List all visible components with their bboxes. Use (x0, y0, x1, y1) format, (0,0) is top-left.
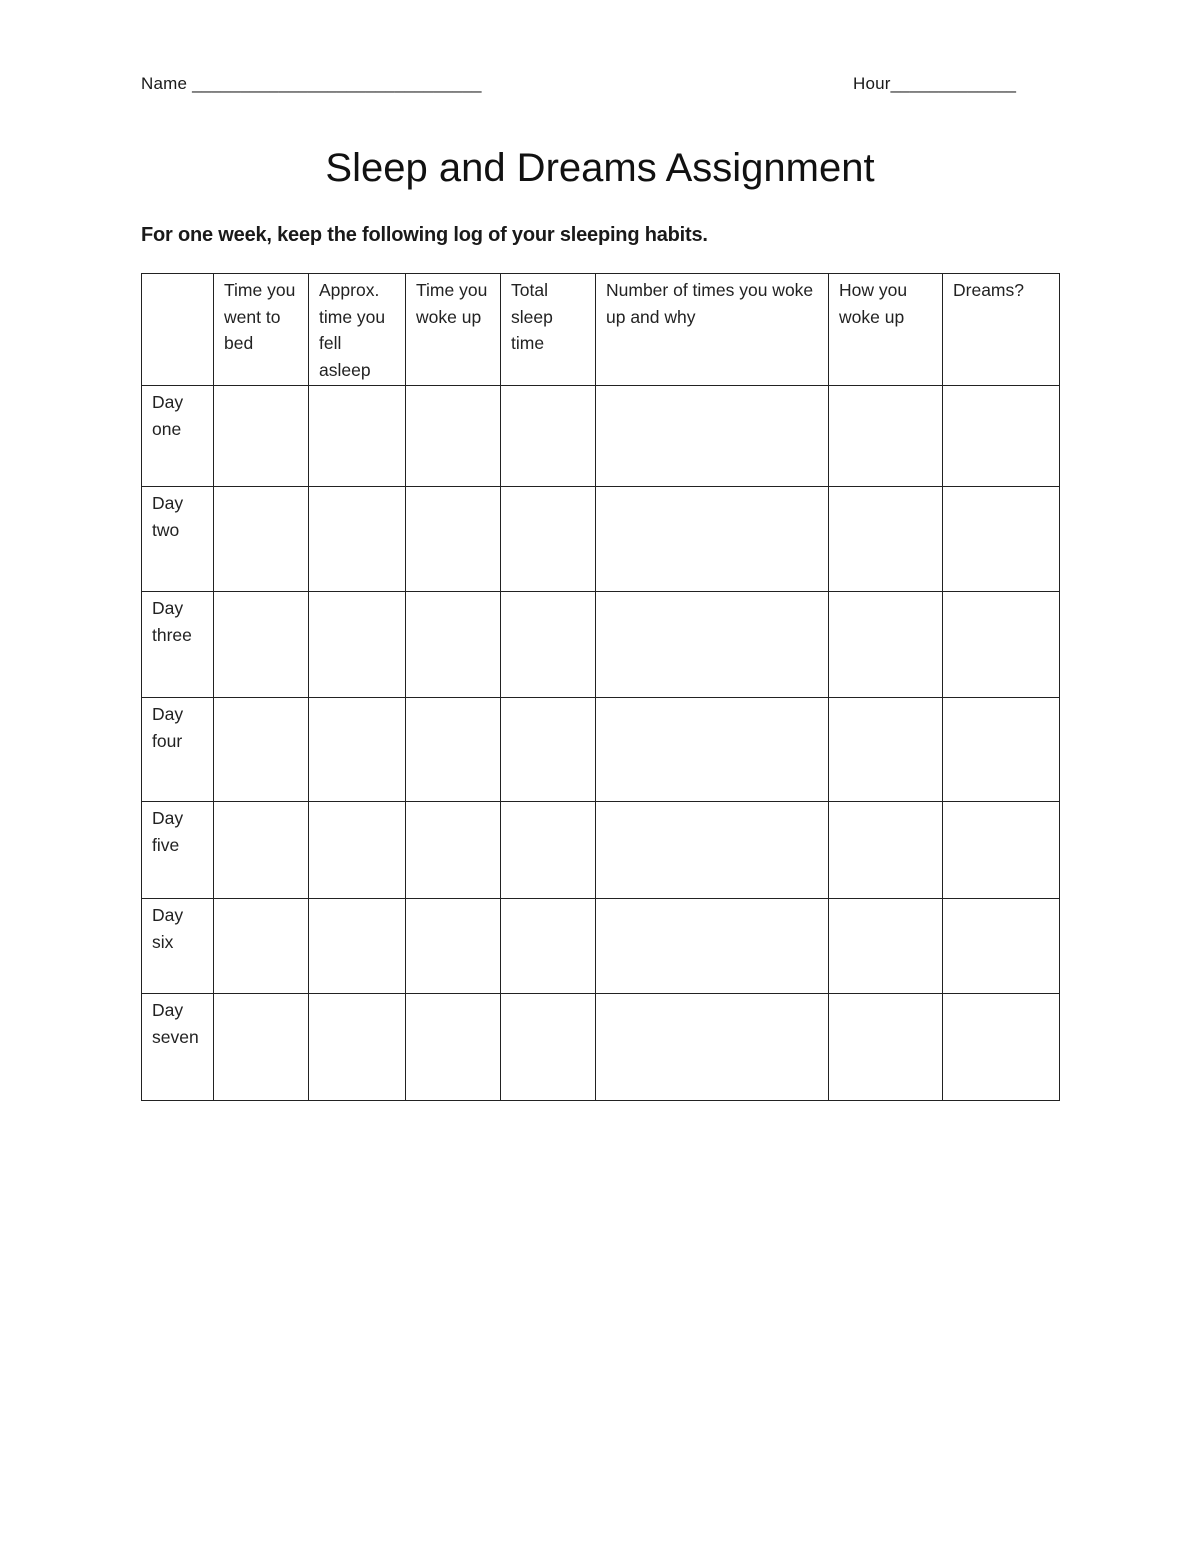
entry-cell[interactable] (501, 698, 596, 802)
entry-cell[interactable] (214, 802, 309, 899)
table-row (142, 487, 1060, 592)
entry-cell[interactable] (309, 802, 406, 899)
row-label: Day seven (142, 994, 214, 1101)
name-line: Name ______________________________ (141, 74, 482, 93)
header-cell-total-sleep: Total sleep time (501, 274, 596, 386)
entry-cell[interactable] (596, 802, 829, 899)
table-row (142, 386, 1060, 487)
header-cell-woke-up: Time you woke up (406, 274, 501, 386)
instruction-text: For one week, keep the following log of your sleeping habits. (141, 224, 708, 246)
row-label: Day three (142, 592, 214, 698)
entry-cell[interactable] (309, 592, 406, 698)
header-cell-how-woke: How you woke up (829, 274, 943, 386)
table-row (142, 592, 1060, 698)
entry-cell[interactable] (406, 899, 501, 994)
entry-cell[interactable] (501, 994, 596, 1101)
entry-cell[interactable] (943, 698, 1060, 802)
row-label: Day five (142, 802, 214, 899)
entry-cell[interactable] (214, 994, 309, 1101)
entry-cell[interactable] (214, 487, 309, 592)
entry-cell[interactable] (309, 698, 406, 802)
header-cell-bedtime: Time you went to bed (214, 274, 309, 386)
entry-cell[interactable] (596, 386, 829, 487)
entry-cell[interactable] (406, 802, 501, 899)
entry-cell[interactable] (596, 994, 829, 1101)
entry-cell[interactable] (829, 899, 943, 994)
entry-cell[interactable] (406, 386, 501, 487)
entry-cell[interactable] (829, 487, 943, 592)
entry-cell[interactable] (406, 592, 501, 698)
entry-cell[interactable] (309, 994, 406, 1101)
entry-cell[interactable] (309, 487, 406, 592)
table-header-row (142, 274, 1060, 386)
entry-cell[interactable] (501, 386, 596, 487)
entry-cell[interactable] (596, 698, 829, 802)
header-cell-dreams: Dreams? (943, 274, 1060, 386)
table-row (142, 802, 1060, 899)
entry-cell[interactable] (943, 592, 1060, 698)
entry-cell[interactable] (596, 899, 829, 994)
table-row (142, 899, 1060, 994)
entry-cell[interactable] (943, 994, 1060, 1101)
entry-cell[interactable] (501, 899, 596, 994)
header-cell-times-woke: Number of times you woke up and why (596, 274, 829, 386)
hour-line: Hour_____________ (853, 74, 1017, 93)
entry-cell[interactable] (214, 592, 309, 698)
sleep-log-table (141, 273, 1060, 1101)
table-row (142, 994, 1060, 1101)
header-cell-fell-asleep: Approx. time you fell asleep (309, 274, 406, 386)
entry-cell[interactable] (943, 899, 1060, 994)
entry-cell[interactable] (501, 802, 596, 899)
entry-cell[interactable] (829, 698, 943, 802)
row-label: Day four (142, 698, 214, 802)
table-row (142, 698, 1060, 802)
entry-cell[interactable] (214, 698, 309, 802)
entry-cell[interactable] (943, 802, 1060, 899)
entry-cell[interactable] (501, 592, 596, 698)
entry-cell[interactable] (829, 802, 943, 899)
header-cell-corner (142, 274, 214, 386)
row-label: Day one (142, 386, 214, 487)
entry-cell[interactable] (829, 592, 943, 698)
entry-cell[interactable] (596, 487, 829, 592)
entry-cell[interactable] (406, 698, 501, 802)
entry-cell[interactable] (214, 386, 309, 487)
row-label: Day six (142, 899, 214, 994)
entry-cell[interactable] (943, 487, 1060, 592)
entry-cell[interactable] (309, 386, 406, 487)
entry-cell[interactable] (214, 899, 309, 994)
page-title: Sleep and Dreams Assignment (325, 146, 875, 190)
entry-cell[interactable] (829, 386, 943, 487)
entry-cell[interactable] (596, 592, 829, 698)
entry-cell[interactable] (406, 487, 501, 592)
row-label: Day two (142, 487, 214, 592)
entry-cell[interactable] (501, 487, 596, 592)
entry-cell[interactable] (943, 386, 1060, 487)
entry-cell[interactable] (829, 994, 943, 1101)
entry-cell[interactable] (406, 994, 501, 1101)
entry-cell[interactable] (309, 899, 406, 994)
